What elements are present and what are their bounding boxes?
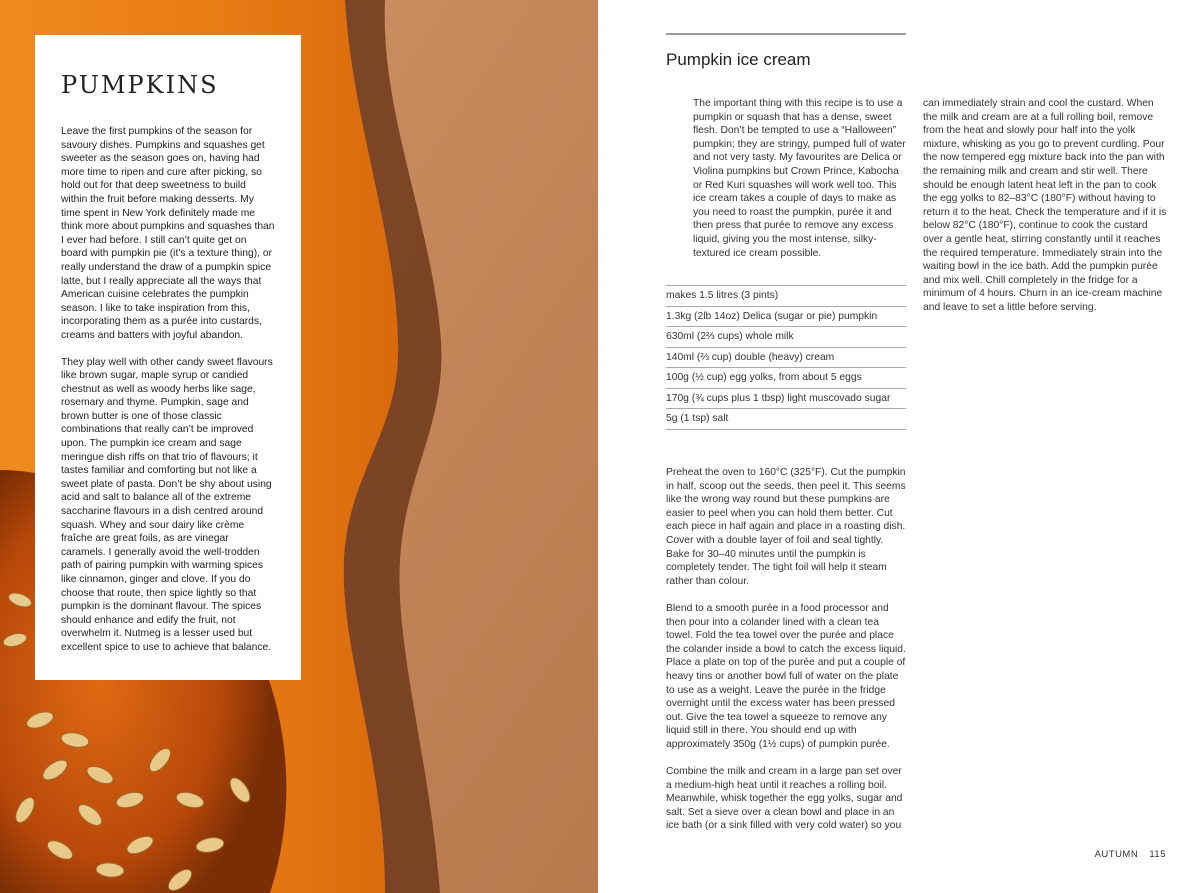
ingredient-item: 1.3kg (2lb 14oz) Delica (sugar or pie) pumpkin (666, 307, 906, 328)
method-step-2: Blend to a smooth purée in a food processor and then pour into a colander lined with a clean tea towel. Fold the tea towel over the purée and place the colander inside a bowl to catch the excess liquid. Place a plate on top of the purée and put a couple of heavy tins or another bowl full of water on the plate to use as a weight. Leave the purée in the fridge overnight until the excess water has been pressed out. Give the tea towel a squeeze to remove any liquid still in there. You should end up with approximately 350g (1½ cups) of pumpkin purée. (666, 602, 906, 750)
page-number: 115 (1149, 849, 1166, 860)
folio-section: AUTUMN (1094, 849, 1139, 860)
method-column-right (923, 97, 1167, 328)
intro-paragraph-2: They play well with other candy sweet flavours like brown sugar, maple syrup or candied chestnut as well as woody herbs like sage, rosemary and thyme. Pumpkin, sage and brown butter is one of those classic combinations that really can’t be improved upon. The pumpkin ice cream and sage meringue dish riffs on that trio of flavours; it tastes familiar and comforting but not like a sweet plate of pasta. Don’t be shy about using acid and salt to balance all of the extreme saccharine flavours in a dish centred around squash. Whey and sour dairy like crème fraîche are great foils, as are vinegar caramels. I generally avoid the well-trodden path of pairing pumpkin with warming spices like cinnamon, ginger and clove. If you do choose that route, then spice lightly so that pumpkin is the dominant flavour. The spices should enhance and edify the fruit, not overwhelm it. Nutmeg is a lesser used but excellent spice to use to achieve that balance. (61, 356, 273, 653)
ingredient-item: 170g (¾ cups plus 1 tbsp) light muscovado sugar (666, 389, 906, 410)
ingredient-item: 630ml (2⅔ cups) whole milk (666, 327, 906, 348)
recipe-intro: The important thing with this recipe is to use a pumpkin or squash that has a dense, sweet flesh. Don’t be tempted to use a “Halloween” pumpkin; they are stringy, pumped full of water and not very tasty. My favourites are Delica or Violina pumpkins but Crown Prince, Kabocha or Red Kuri squashes will work well too. This ice cream takes a couple of days to make as you need to roast the pumpkin, purée it and then press that purée to remove any excess liquid, giving you the most intense, silky-textured ice cream possible. (693, 98, 906, 259)
method-step-3: Combine the milk and cream in a large pan set over a medium-high heat until it reaches a rolling boil. Meanwhile, whisk together the egg yolks, sugar and salt. Set a sieve over a clean bowl and place in an ice bath (or a sink filled with very cold water) so you (666, 766, 903, 832)
intro-text (61, 125, 275, 655)
intro-paragraph-1: Leave the first pumpkins of the season for savoury dishes. Pumpkins and squashes get sweeter as the season goes on, having had more time to ripen and cure after picking, so hold out for that deep sweetness to build within the fruit before making desserts. My time spent in New York definitely made me think more about pumpkins and squashes than I ever had before. I still can’t quite get on board with pumpkin pie (it’s a texture thing), or really understand the draw of a pumpkin spice latte, but I really appreciate all the ways that American cuisine celebrates the pumpkin season. I like to take inspiration from this, incorporating them as a purée into custards, creams and batters with joyful abandon. (61, 126, 275, 341)
top-rule (666, 33, 906, 35)
ingredient-list (666, 285, 906, 430)
ingredient-item: 5g (1 tsp) salt (666, 409, 906, 430)
page-folio (1095, 849, 1166, 860)
ingredient-item: 140ml (⅔ cup) double (heavy) cream (666, 348, 906, 369)
method-column-left (666, 466, 908, 847)
left-page (0, 0, 598, 893)
ingredient-item: 100g (½ cup) egg yolks, from about 5 eggs (666, 368, 906, 389)
right-page (598, 0, 1199, 893)
intro-panel (35, 35, 301, 680)
recipe-title: Pumpkin ice cream (666, 50, 811, 69)
method-step-1: Preheat the oven to 160°C (325°F). Cut the pumpkin in half, scoop out the seeds, then peel it. This seems like the wrong way round but these pumpkins are easier to peel when you can hold them better. Cut each piece in half again and place in a roasting dish. Cover with a double layer of foil and seal tightly. Bake for 30–40 minutes until the pumpkin is completely tender. The tight foil will help it steam rather than colour. (666, 467, 906, 587)
ingredient-yield: makes 1.5 litres (3 pints) (666, 286, 906, 307)
chapter-title: PUMPKINS (61, 71, 219, 99)
method-step-3-continued: can immediately strain and cool the custard. When the milk and cream are at a full rolling boil, remove from the heat and slowly pour half into the yolk mixture, whisking as you go to prevent curdling. Pour the now tempered egg mixture back into the pan with the remaining milk and cream and stir well. There should be enough latent heat left in the pan to cook the egg yolks to 82–83°C (180°F) without having to return it to the heat. Check the temperature and if it is below 82°C (180°F), continue to cook the custard over a gentle heat, stirring constantly until it reaches the required temperature. Immediately strain into the waiting bowl in the ice bath. Add the pumpkin purée and mix well. Chill completely in the fridge for a minimum of 4 hours. Churn in an ice-cream machine and leave to set a little before serving. (923, 98, 1167, 313)
